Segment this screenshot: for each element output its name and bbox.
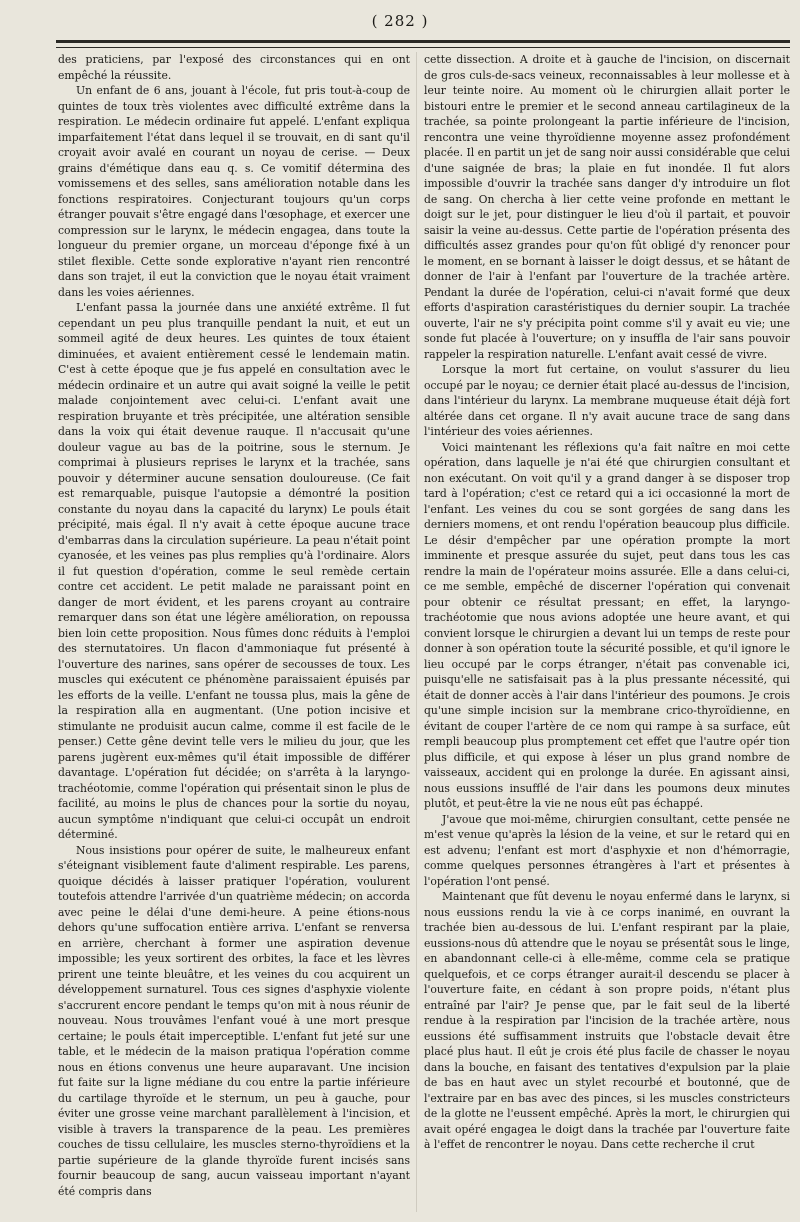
paragraph: cette dissection. A droite et à gauche de l'incision, on discernait de gros culs-de-sacs veineux, reconnaissables à leur mollesse et à leur teinte noire. Au moment où le chirurgien allait porter le bistouri entre le premier et le second anneau cartilagineux de la trachée, sa pointe prolongeant la partie inférieure de l'incision, rencontra une veine thyroïdienne moyenne assez profondément placée. Il en partit un jet de sang noir aussi considérable que celui d'une saignée de bras; la plaie en fut inondée. Il fut alors impossible d'ouvrir la trachée sans danger d'y introduire un flot de sang. On chercha à lier cette veine profonde en mettant le doigt sur le jet, pour distinguer le lieu d'où il partait, et pouvoir saisir la veine au-dessus. Cette partie de l'opération présenta des difficultés assez grandes pour qu'on fût obligé d'y renoncer pour le moment, en se bornant à laisser le doigt dessus, et se hâtant de donner de l'air à l'enfant par l'ouverture de la trachée artère. Pendant la durée de l'opération, celui-ci n'avait formé que deux efforts d'aspiration carastéristiques du dernier soupir. La trachée ouverte, l'air ne s'y précipita point comme s'il y avait eu vie; une sonde fut placée à l'ouverture; on y insuffla de l'air sans pouvoir rappeler la respiration naturelle. L'enfant avait cessé de vivre. [424, 53, 790, 361]
paragraph: L'enfant passa la journée dans une anxiété extrême. Il fut cependant un peu plus tranquille pendant la nuit, et eut un sommeil agité de deux heures. Les quintes de toux étaient diminuées, et avaient entièrement cessé le lendemain matin. C'est à cette époque que je fus appelé en consultation avec le médecin ordinaire et un autre qui avait soigné la veille le petit malade conjointement avec celui-ci. L'enfant avait une respiration bruyante et très précipitée, une altération sensible dans la voix qui était devenue rauque. Il n'accusait qu'une douleur vague au bas de la poitrine, sous le sternum. Je comprimai à plusieurs reprises le larynx et la trachée, sans pouvoir y déterminer aucune sensation douloureuse. (Ce fait est remarquable, puisque l'autopsie a démontré la position constante du noyau dans la capacité du larynx) Le pouls était précipité, mais égal. Il n'y avait à cette époque aucune trace d'embarras dans la circulation supérieure. La peau n'était point cyanosée, et les veines pas plus remplies qu'à l'ordinaire. Alors il fut question d'opération, comme le seul remède certain contre cet accident. Le petit malade ne paraissant point en danger de mort évident, et les parens croyant au contraire remarquer dans son état une légère amélioration, on repoussa bien loin cette proposition. Nous fûmes donc réduits à l'emploi des sternutatoires. Un flacon d'ammoniaque fut présenté à l'ouverture des narines, sans opérer de secousses de toux. Les muscles qui exécutent ce phénomène paraissaient épuisés par les efforts de la veille. L'enfant ne toussa plus, mais la gêne de la respiration alla en augmentant. (Une potion incisive et stimulante ne produisit aucun calme, comme il est facile de le penser.) Cette gêne devint telle vers le milieu du jour, que les parens jugèrent eux-mêmes qu'il était impossible de différer davantage. L'opération fut décidée; on s'arrêta à la laryngo-trachéotomie, comme l'opération qui présentait sinon le plus de facilité, au moins le plus de chances pour la sortie du noyau, aucun symptôme n'indiquant que celui-ci occupât un endroit déterminé. [58, 301, 410, 841]
paragraph: Maintenant que fût devenu le noyau enfermé dans le larynx, si nous eussions rendu la vie à ce corps inanimé, en ouvrant la trachée bien au-dessous de lui. L'enfant respirant par la plaie, eussions-nous dû attendre que le noyau se présentât sous le linge, en abandonnant celle-ci à elle-même, comme cela se pratique quelquefois, et ce corps étranger aurait-il descendu se placer à l'ouverture faite, en cédant à son propre poids, n'étant plus entraîné par l'air? Je pense que, par le fait seul de la liberté rendue à la respiration par l'incision de la trachée artère, nous eussions été suffisamment instruits que l'obstacle devait être placé plus haut. Il eût je crois été plus facile de chasser le noyau dans la bouche, en faisant des tentatives d'expulsion par la plaie de bas en haut avec un stylet recourbé et boutonné, que de l'extraire par en bas avec des pinces, si les muscles constricteurs de la glotte ne l'eussent empêché. Après la mort, le chirurgien qui avait opéré engagea le doigt dans la trachée par l'ouverture faite à l'effet de rencontrer le noyau. Dans cette recherche il crut [424, 890, 790, 1151]
paragraph: Voici maintenant les réflexions qu'a fait naître en moi cette opération, dans laquelle je n'ai été que chirurgien consultant et non exécutant. On voit qu'il y a grand danger à se disposer trop tard à l'opération; c'est ce retard qui a ici occasionné la mort de l'enfant. Les veines du cou se sont gorgées de sang dans les derniers momens, et ont rendu l'opération beaucoup plus difficile. Le désir d'empêcher par une opération prompte la mort imminente et presque assurée du sujet, peut dans tous les cas rendre la main de l'opérateur moins assurée. Elle a dans celui-ci, ce me semble, empêché de discerner l'opération qui convenait pour obtenir ce résultat pressant; en effet, la laryngo-trachéotomie que nous avions adoptée une heure avant, et qui convient lorsque le chirurgien a devant lui un temps de reste pour donner à son opération toute la sécurité possible, et qu'il ignore le lieu occupé par le corps étranger, n'était pas convenable ici, puisqu'elle ne satisfaisait pas à la plus pressante nécessité, qui était de donner accès à l'air dans l'intérieur des poumons. Je crois qu'une simple incision sur la membrane crico-thyroïdienne, en évitant de couper l'artère de ce nom qui rampe à sa surface, eût rempli beaucoup plus promptement cet effet que l'autre opér tion plus difficile, et qui expose à léser un plus grand nombre de vaisseaux, accident qui en prolonge la durée. En agissant ainsi, nous eussions insufflé de l'air dans les poumons deux minutes plutôt, et peut-être la vie ne nous eût pas échappé. [424, 440, 790, 810]
left-column [58, 52, 410, 1212]
paragraph: Un enfant de 6 ans, jouant à l'école, fut pris tout-à-coup de quintes de toux très violentes avec difficulté extrême dans la respiration. Le médecin ordinaire fut appelé. L'enfant expliqua imparfaitement l'état dans lequel il se trouvait, en di sant qu'il croyait avoir avalé en courant un noyau de cerise. — Deux grains d'émétique dans eau q. s. Ce vomitif détermina des vomissemens et des selles, sans amélioration notable dans les fonctions respiratoires. Conjecturant toujours qu'un corps étranger pouvait s'être engagé dans l'œsophage, et exercer une compression sur le larynx, le médecin engagea, dans toute la longueur du premier organe, un morceau d'éponge fixé à un stilet flexible. Cette sonde explorative n'ayant rien rencontré dans son trajet, il eut la conviction que le noyau était vraiment dans les voies aériennes. [58, 84, 410, 299]
right-column [424, 52, 790, 1212]
header-rule [56, 40, 790, 48]
column-divider [416, 52, 417, 1212]
paragraph: Nous insistions pour opérer de suite, le malheureux enfant s'éteignant visiblement faute d'aliment respirable. Les parens, quoique décidés à laisser pratiquer l'opération, voulurent toutefois attendre l'arrivée d'un quatrième médecin; on accorda avec peine le délai d'une demi-heure. A peine étions-nous dehors qu'une suffocation entière arriva. L'enfant se renversa en arrière, cherchant à former une aspiration devenue impossible; les yeux sortirent des orbites, la face et les lèvres prirent une teinte bleuâtre, et les veines du cou acquirent un développement surnaturel. Tous ces signes d'asphyxie violente s'accrurent encore pendant le temps qu'on mit à nous réunir de nouveau. Nous trouvâmes l'enfant voué à une mort presque certaine; le pouls était imperceptible. L'enfant fut jeté sur une table, et le médecin de la maison pratiqua l'opération comme nous en étions convenus une heure auparavant. Une incision fut faite sur la ligne médiane du cou entre la partie inférieure du cartilage thyroïde et le sternum, un peu à gauche, pour éviter une grosse veine marchant parallèlement à l'incision, et visible à travers la transparence de la peau. Les premières couches de tissu cellulaire, les muscles sterno-thyroïdiens et la partie supérieure de la glande thyroïde furent incisés sans fournir beaucoup de sang, aucun vaisseau important n'ayant été compris dans [58, 843, 410, 1198]
paragraph: J'avoue que moi-même, chirurgien consultant, cette pensée ne m'est venue qu'après la lésion de la veine, et sur le retard qui en est advenu; l'enfant est mort d'asphyxie et non d'hémorragie, comme quelques personnes étrangères à l'art et présentes à l'opération l'ont pensé. [424, 812, 790, 888]
paragraph: des praticiens, par l'exposé des circonstances qui en ont empêché la réussite. [58, 53, 410, 82]
paragraph: Lorsque la mort fut certaine, on voulut s'assurer du lieu occupé par le noyau; ce dernier était placé au-dessus de l'incision, dans l'intérieur du larynx. La membrane muqueuse était déjà fort altérée dans cet organe. Il n'y avait aucune trace de sang dans l'intérieur des voies aériennes. [424, 363, 790, 438]
page-number: ( 282 ) [371, 12, 429, 30]
